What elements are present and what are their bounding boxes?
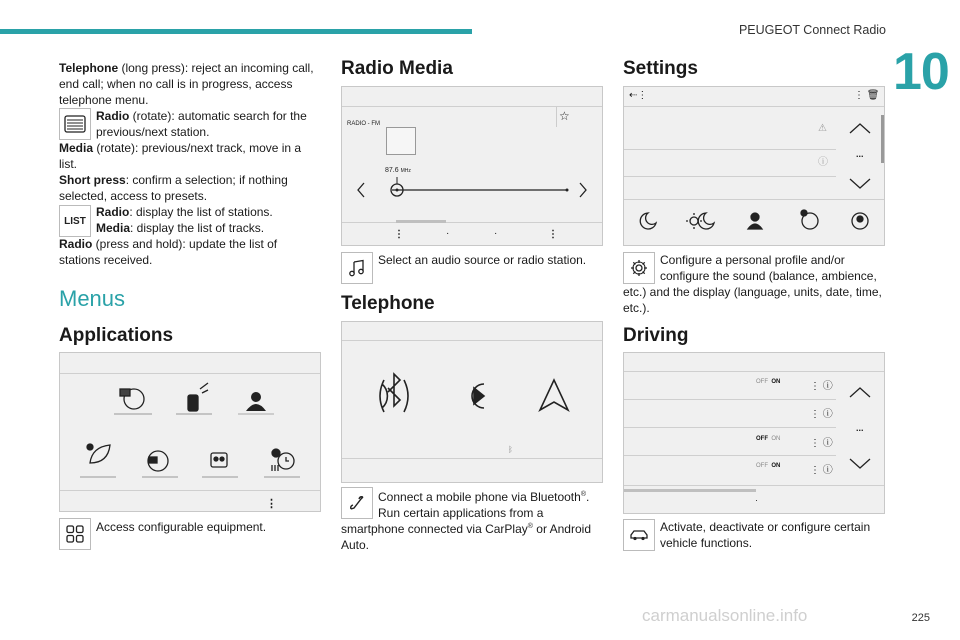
dot-icon: · xyxy=(446,228,450,239)
driving-screen xyxy=(623,352,885,514)
applications-more-icon: ⋮ xyxy=(266,498,277,510)
ellipsis: ... xyxy=(856,149,864,159)
radio-media-icon-box xyxy=(341,252,373,284)
page-header-title: PEUGEOT Connect Radio xyxy=(738,23,886,37)
page-indicator xyxy=(396,220,446,223)
driving-row-3-toggle[interactable]: OFF ON xyxy=(756,436,781,442)
telephone-icon-box xyxy=(341,487,373,519)
driving-description: Activate, deactivate or configure certain vehicle functions. xyxy=(660,520,871,550)
chapter-number: 10 xyxy=(893,43,949,101)
warning-icon: ⚠ xyxy=(818,123,827,134)
applications-icon-box xyxy=(59,518,91,550)
climate-timer-icon xyxy=(264,449,300,477)
dial-rotate-icon xyxy=(64,115,86,133)
battery-gauge-icon xyxy=(142,451,178,477)
dot-icon: · xyxy=(755,495,758,505)
driving-icon-box xyxy=(623,519,655,551)
radio-media-screen xyxy=(341,86,603,246)
brightness-icon xyxy=(690,217,698,225)
driving-row-1-info-icon[interactable]: ⋮ ⓘ xyxy=(810,381,833,392)
connected-apps-icon xyxy=(114,389,152,414)
music-note-icon xyxy=(348,259,366,277)
telephone-heading: Telephone xyxy=(341,293,435,314)
driving-row-4-info-icon[interactable]: ⋮ ⓘ xyxy=(810,465,833,476)
settings-heading: Settings xyxy=(623,58,698,79)
more-delete-icon[interactable]: ⋮ 🗑 xyxy=(854,90,880,101)
dot-icon: · xyxy=(494,228,498,239)
settings-screen xyxy=(623,86,885,246)
info-icon: ⓘ xyxy=(818,157,828,168)
profile-icon xyxy=(751,213,759,221)
scroll-up-chevron-icon xyxy=(850,124,870,133)
scroll-up-chevron-icon xyxy=(850,388,870,397)
settings-icon-row xyxy=(624,199,886,245)
scroll-down-chevron-icon xyxy=(850,179,870,188)
watermark-text: carmanualsonline.info xyxy=(642,606,808,625)
next-chevron-icon xyxy=(580,183,586,197)
eco-leaf-icon xyxy=(80,444,116,477)
driving-row-3-info-icon[interactable]: ⋮ ⓘ xyxy=(810,438,833,449)
telephone-description-top: Connect a mobile phone via Bluetooth®. Run certain applications from a xyxy=(378,490,590,520)
telephone-long-press-text: Telephone (long press): reject an incoming call, end call; when no call is in progress, access telephone menu. xyxy=(59,61,314,107)
driving-row-4-toggle[interactable]: OFF ON xyxy=(756,463,781,469)
phone-signal-icon xyxy=(176,383,212,414)
settings-icon-box xyxy=(623,252,655,284)
android-auto-icon xyxy=(540,380,568,410)
radio-media-heading: Radio Media xyxy=(341,58,453,79)
applications-description: Access configurable equipment. xyxy=(96,520,267,534)
driver-profile-icon xyxy=(238,392,274,414)
night-mode-icon xyxy=(640,213,656,229)
ellipsis: ... xyxy=(856,423,864,433)
bluetooth-icon xyxy=(380,374,408,412)
phone-handset-icon xyxy=(348,494,366,512)
page-indicator xyxy=(624,489,756,492)
app-grid-icon xyxy=(66,525,84,543)
radio-rotate-icon-box xyxy=(59,108,91,140)
header-accent-bar xyxy=(0,29,472,34)
settings-description-top: Configure a personal profile and/or configure the sound (balance, ambience, xyxy=(660,253,877,283)
more-icon[interactable]: ⋮ xyxy=(548,229,558,240)
previous-chevron-icon xyxy=(358,183,364,197)
radio-rotate-text: Radio (rotate): automatic search for the previous/next station. xyxy=(96,109,307,139)
carplay-icon xyxy=(472,384,484,408)
settings-description-bottom: etc.) and the display (language, units, date, time, etc.). xyxy=(623,285,882,315)
back-arrow-icon[interactable]: ⇠⋮ xyxy=(629,90,648,101)
radio-hold-text: Radio (press and hold): update the list of stations received. xyxy=(59,237,278,267)
driving-row-1-toggle[interactable]: OFF ON xyxy=(756,379,781,385)
car-icon xyxy=(629,528,649,542)
driving-row-2-info-icon[interactable]: ⋮ ⓘ xyxy=(810,409,833,420)
list-button-text: Radio: display the list of stations. Media: display the list of tracks. xyxy=(96,205,273,235)
divider xyxy=(556,107,557,127)
more-icon[interactable]: ⋮ xyxy=(394,229,404,240)
menus-heading: Menus xyxy=(59,286,126,311)
applications-icon-grid xyxy=(60,373,322,490)
bluetooth-status-icon: ᛒ xyxy=(508,445,513,454)
media-rotate-text: Media (rotate): previous/next track, move in a list. xyxy=(59,141,302,171)
list-button-icon: LIST xyxy=(59,205,91,237)
radio-media-description: Select an audio source or radio station. xyxy=(378,253,587,267)
telephone-screen xyxy=(341,321,603,483)
telephone-icon-row xyxy=(342,340,604,458)
favorite-star-icon[interactable]: ☆ xyxy=(559,109,570,123)
short-press-text: Short press: confirm a selection; if nothing selected, access to presets. xyxy=(59,173,288,203)
gear-icon xyxy=(630,259,648,277)
applications-screen xyxy=(59,352,321,512)
applications-heading: Applications xyxy=(59,325,174,346)
station-artwork xyxy=(386,127,416,155)
scroll-down-chevron-icon xyxy=(850,459,870,468)
telephone-description-bottom: smartphone connected via CarPlay® or Android Auto. xyxy=(341,522,591,552)
frequency-slider[interactable] xyxy=(342,175,604,205)
page-number: 225 xyxy=(911,612,930,624)
radio-band-label: RADIO - FM xyxy=(347,121,380,127)
frequency-readout: 87.6 MHz xyxy=(385,167,411,174)
contacts-card-icon xyxy=(202,453,238,477)
driving-heading: Driving xyxy=(623,325,689,346)
scrollbar[interactable] xyxy=(881,115,884,163)
